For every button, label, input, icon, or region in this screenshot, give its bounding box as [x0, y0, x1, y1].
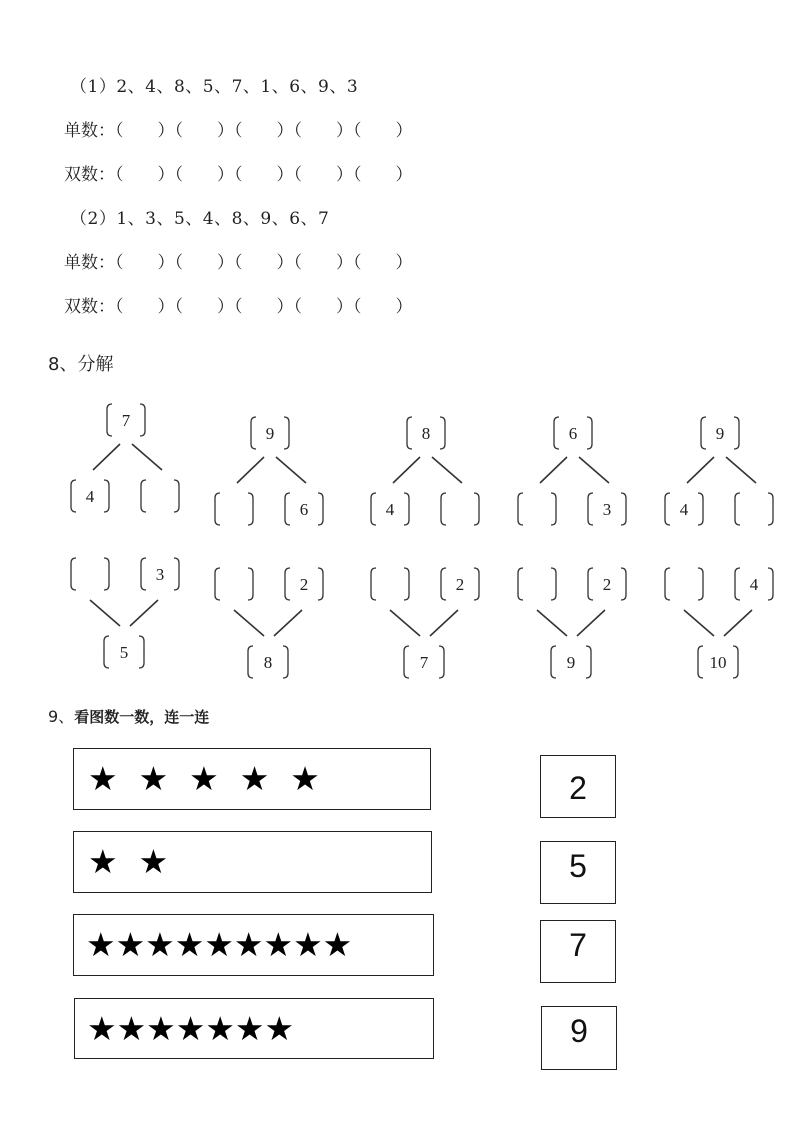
blank[interactable]: （ ） [293, 253, 353, 273]
branch-line [432, 457, 462, 483]
bracket-left [407, 417, 412, 449]
top-row-trees [71, 404, 773, 525]
part-box-right[interactable] [735, 493, 773, 525]
blank[interactable]: （ ） [234, 297, 294, 317]
bracket-left [441, 493, 446, 525]
bracket-right [586, 646, 591, 678]
whole-number-box [248, 646, 288, 678]
bracket-right [734, 417, 739, 449]
whole-number-box [701, 417, 739, 449]
branch-line [132, 444, 162, 470]
part-box-left[interactable] [518, 568, 556, 600]
branch-line [687, 457, 714, 483]
bracket-left [104, 636, 109, 668]
bracket-left [665, 568, 670, 600]
bracket-left [248, 646, 253, 678]
branch-line [393, 457, 420, 483]
decomposition-tree-bottom [371, 568, 479, 678]
blank[interactable]: （ ） [115, 121, 175, 141]
whole-number-box [554, 417, 592, 449]
number-value: 7 [419, 653, 429, 672]
bracket-right [768, 493, 773, 525]
part-box-left [71, 480, 109, 512]
bracket-left [371, 568, 376, 600]
bracket-left [735, 493, 740, 525]
odd-label: 单数： [64, 121, 115, 141]
decomposition-tree-bottom [518, 568, 626, 678]
branch-line [130, 600, 158, 626]
blank[interactable]: （ ） [234, 121, 294, 141]
blank[interactable]: （ ） [234, 165, 294, 185]
part-box-right [285, 493, 323, 525]
bracket-right [621, 568, 626, 600]
bracket-left [71, 558, 76, 590]
number-value: 10 [709, 653, 727, 672]
decomposition-tree-bottom [71, 558, 179, 668]
number-value: 4 [85, 487, 95, 506]
bracket-left [735, 568, 740, 600]
stars: ★ ★ ★ ★ ★ [88, 758, 320, 798]
blank[interactable]: （ ） [174, 253, 234, 273]
bracket-left [71, 480, 76, 512]
number-value: 3 [155, 565, 165, 584]
star-group-1[interactable] [73, 748, 431, 810]
whole-number-box [107, 404, 145, 436]
branch-line [724, 610, 752, 636]
bracket-right [283, 646, 288, 678]
decomposition-tree-top [71, 404, 179, 512]
blank[interactable]: （ ） [293, 297, 353, 317]
star-group-2[interactable] [73, 831, 432, 893]
number-value: 3 [602, 500, 612, 519]
part-box-left[interactable] [665, 568, 703, 600]
bracket-right [104, 558, 109, 590]
bracket-left [371, 493, 376, 525]
decomposition-diagrams [0, 390, 794, 690]
even-label: 双数： [64, 165, 115, 185]
bracket-right [439, 646, 444, 678]
blank[interactable]: （ ） [115, 165, 175, 185]
branch-line [237, 457, 264, 483]
bracket-right [587, 417, 592, 449]
number-value: 2 [455, 575, 465, 594]
bracket-right [551, 493, 556, 525]
blank[interactable]: （ ） [353, 297, 413, 317]
part-box-right [735, 568, 773, 600]
blank[interactable]: （ ） [353, 165, 413, 185]
number-value: 4 [385, 500, 395, 519]
branch-line [430, 610, 458, 636]
bracket-right [404, 493, 409, 525]
even-label: 双数： [64, 297, 115, 317]
stars: ★★★★★★★★★ [86, 924, 353, 964]
blank[interactable]: （ ） [115, 253, 175, 273]
number-value: 8 [421, 424, 431, 443]
bracket-right [474, 568, 479, 600]
decomposition-tree-top [371, 417, 479, 525]
number-label: 7 [569, 927, 587, 963]
bracket-left [698, 646, 703, 678]
decomposition-tree-bottom [215, 568, 323, 678]
bracket-right [248, 493, 253, 525]
bracket-left [518, 568, 523, 600]
blank[interactable]: （ ） [234, 253, 294, 273]
part-box-right [285, 568, 323, 600]
bracket-left [404, 646, 409, 678]
part-box-right [588, 493, 626, 525]
star-group-4[interactable] [74, 998, 434, 1059]
number-label: 2 [569, 770, 587, 806]
number-value: 2 [602, 575, 612, 594]
part-box-right[interactable] [441, 493, 479, 525]
part-box-left[interactable] [518, 493, 556, 525]
bracket-right [404, 568, 409, 600]
number-box-5[interactable] [540, 841, 616, 904]
number-value: 9 [715, 424, 725, 443]
blank[interactable]: （ ） [174, 297, 234, 317]
stars: ★ ★ [88, 841, 169, 881]
whole-number-box [404, 646, 444, 678]
bracket-left [285, 493, 290, 525]
bracket-left [588, 568, 593, 600]
number-label: 5 [569, 848, 587, 884]
blank[interactable]: （ ） [353, 253, 413, 273]
number-value: 7 [121, 411, 131, 430]
bracket-left [665, 493, 670, 525]
number-value: 2 [299, 575, 309, 594]
section-9-title [48, 704, 209, 727]
branch-line [726, 457, 756, 483]
bracket-right [318, 568, 323, 600]
bracket-right [698, 568, 703, 600]
odd-label: 单数： [64, 253, 115, 273]
odd-row-2 [64, 248, 413, 273]
decomposition-tree-top [518, 417, 626, 525]
number-value: 4 [749, 575, 759, 594]
bracket-left [441, 568, 446, 600]
bracket-right [248, 568, 253, 600]
branch-line [234, 610, 264, 636]
part-box-left[interactable] [215, 493, 253, 525]
number-box-7[interactable] [540, 920, 616, 983]
number-value: 5 [119, 643, 129, 662]
bracket-left [251, 417, 256, 449]
odd-row-1 [64, 116, 413, 141]
part-box-left[interactable] [71, 558, 109, 590]
bracket-left [554, 417, 559, 449]
decomposition-tree-top [665, 417, 773, 525]
bracket-left [588, 493, 593, 525]
bottom-row-trees [71, 558, 773, 678]
blank[interactable]: （ ） [174, 121, 234, 141]
blank[interactable]: （ ） [115, 297, 175, 317]
bracket-left [215, 568, 220, 600]
branch-line [540, 457, 567, 483]
question-2-sequence: （2）1、3、5、4、8、9、6、7 [70, 209, 330, 229]
number-value: 9 [265, 424, 275, 443]
blank[interactable]: （ ） [293, 165, 353, 185]
bracket-right [318, 493, 323, 525]
number-box-9[interactable] [541, 1006, 617, 1070]
decomposition-tree-top [215, 417, 323, 525]
bracket-right [621, 493, 626, 525]
branch-line [274, 610, 302, 636]
blank[interactable]: （ ） [353, 121, 413, 141]
part-box-right [441, 568, 479, 600]
bracket-right [174, 480, 179, 512]
whole-number-box [698, 646, 738, 678]
part-box-left[interactable] [371, 568, 409, 600]
bracket-right [140, 404, 145, 436]
stars: ★★★★★★★ [87, 1008, 295, 1048]
number-box-2[interactable] [540, 755, 616, 818]
number-value: 6 [568, 424, 578, 443]
decomposition-tree-bottom [665, 568, 773, 678]
branch-line [684, 610, 714, 636]
bracket-right [174, 558, 179, 590]
blank[interactable]: （ ） [293, 121, 353, 141]
bracket-right [104, 480, 109, 512]
bracket-left [141, 480, 146, 512]
part-box-left [371, 493, 409, 525]
section-9-number: 9、 [48, 707, 75, 726]
number-value: 8 [263, 653, 273, 672]
bracket-left [518, 493, 523, 525]
branch-line [579, 457, 609, 483]
part-box-right [141, 558, 179, 590]
bracket-right [768, 568, 773, 600]
bracket-right [474, 493, 479, 525]
bracket-right [733, 646, 738, 678]
bracket-right [551, 568, 556, 600]
branch-line [276, 457, 306, 483]
bracket-left [551, 646, 556, 678]
question-1-sequence: （1）2、4、8、5、7、1、6、9、3 [70, 77, 359, 97]
whole-number-box [551, 646, 591, 678]
whole-number-box [104, 636, 144, 668]
whole-number-box [407, 417, 445, 449]
whole-number-box [251, 417, 289, 449]
number-value: 9 [566, 653, 576, 672]
branch-line [390, 610, 420, 636]
bracket-left [215, 493, 220, 525]
number-label: 9 [570, 1013, 588, 1049]
number-value: 6 [299, 500, 309, 519]
bracket-right [139, 636, 144, 668]
blank[interactable]: （ ） [174, 165, 234, 185]
even-row-1 [64, 160, 413, 185]
bracket-right [440, 417, 445, 449]
branch-line [577, 610, 605, 636]
even-row-2 [64, 292, 413, 317]
section-8-title: 8、分解 [48, 354, 114, 375]
number-value: 4 [679, 500, 689, 519]
part-box-left [665, 493, 703, 525]
branch-line [93, 444, 120, 470]
part-box-right[interactable] [141, 480, 179, 512]
bracket-right [698, 493, 703, 525]
section-9-instruction: 看图数一数，连一连 [74, 708, 210, 726]
branch-line [537, 610, 567, 636]
bracket-left [141, 558, 146, 590]
star-group-3[interactable] [73, 914, 434, 976]
bracket-left [285, 568, 290, 600]
bracket-left [701, 417, 706, 449]
part-box-left[interactable] [215, 568, 253, 600]
branch-line [90, 600, 120, 626]
bracket-right [284, 417, 289, 449]
part-box-right [588, 568, 626, 600]
bracket-left [107, 404, 112, 436]
